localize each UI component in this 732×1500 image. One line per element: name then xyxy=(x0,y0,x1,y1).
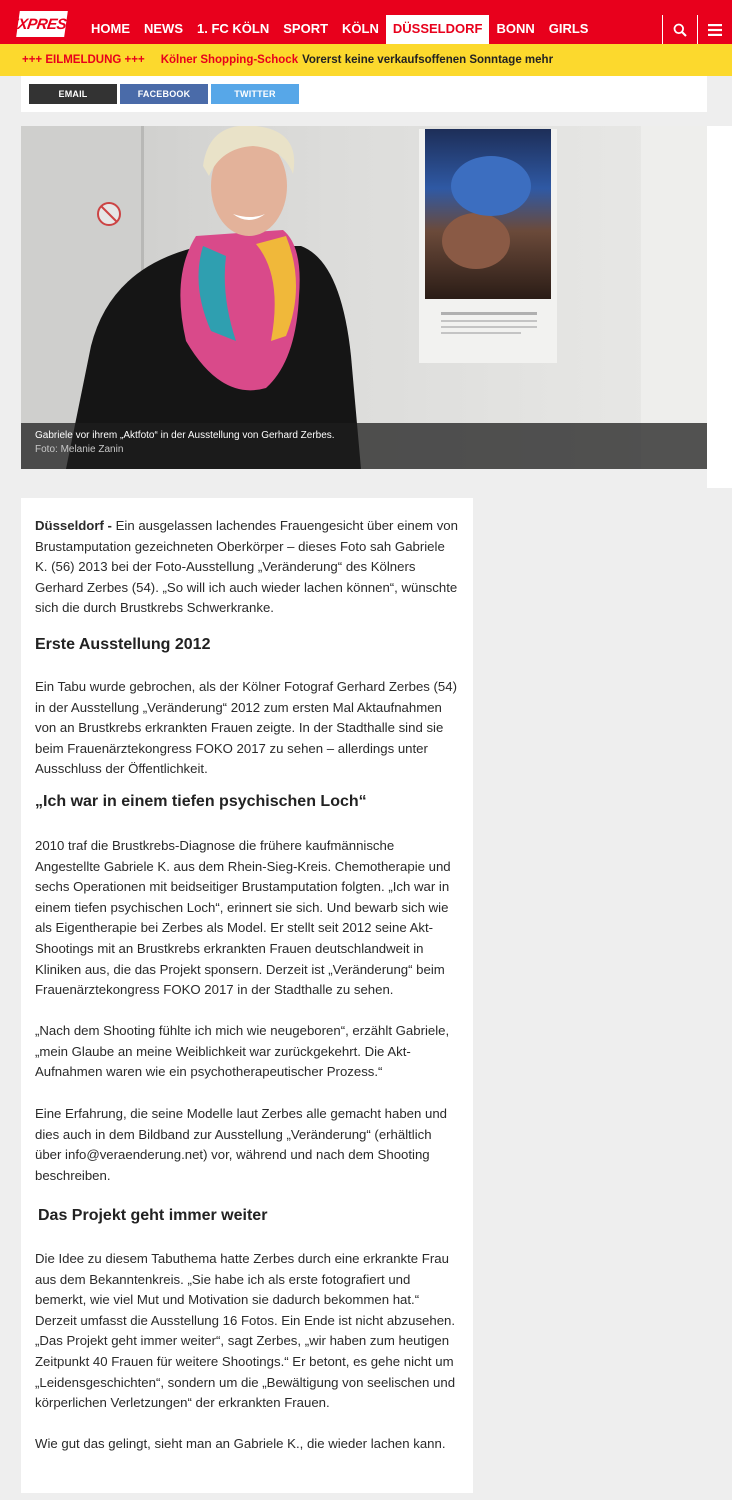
paragraph-5: Die Idee zu diesem Tabuthema hatte Zerbes durch eine erkrankte Frau aus dem Bekanntenkreis. „Sie habe ich als erste fotografiert und bemerkt, wie viel Mut und Motivation sie dadurch bekommen hat.“ Derzeit umfasst die Ausstellung 16 Fotos. Ein Ende ist nicht abzusehen. „Das Projekt geht immer weiter“, sagt Zerbes, „wir haben zum heutigen Zeitpunkt 40 Frauen für weitere Shootings.“ Er betont, es gehe nicht um „Leidensgeschichten“, sondern um die „Bewältigung von seelischen und körperlichen Verletzungen“ der erkrankten Frauen. xyxy=(35,1251,456,1411)
subheading-projekt: Das Projekt geht immer weiter xyxy=(38,1207,268,1224)
dateline: Düsseldorf - xyxy=(35,518,112,533)
menu-icon xyxy=(708,24,722,36)
subheading-erste-ausstellung: Erste Ausstellung 2012 xyxy=(35,636,211,653)
nav-item-sport[interactable]: SPORT xyxy=(283,21,329,36)
photo-caption xyxy=(21,423,707,469)
paragraph-4: Eine Erfahrung, die seine Modelle laut Zerbes alle gemacht haben und dies auch in dem Bildband zur Ausstellung „Veränderung“ (erhältlich über info@veraenderung.net) vor, während und nach dem Shooting beschreiben. xyxy=(35,1106,448,1183)
express-logo[interactable] xyxy=(7,11,77,37)
paragraph-1: Ein Tabu wurde gebrochen, als der Kölner Fotograf Gerhard Zerbes (54) in der Ausstellung „Veränderung“ 2012 zum ersten Mal Aktaufnahmen von an Brustkrebs erkrankten Frauen zeigte. In der Stadthalle sind sie beim Frauenärztekongress FOKO 2017 zu sehen – allerdings unter Ausschluss der Öffentlichkeit. xyxy=(35,679,457,777)
main-menu xyxy=(84,15,595,44)
paragraph-2: 2010 traf die Brustkrebs-Diagnose die frühere kaufmännische Angestellte Gabriele K. aus dem Rhein-Sieg-Kreis. Chemotherapie und sechs Operationen mit beidseitiger Brustamputation folgten. „Ich war in einem tiefen psychischen Loch“, erinnert sie sich. Und bewarb sich wie als Eigentherapie bei Zerbes als Model. Er stellt seit 2012 seine Akt-Shootings mit an Brustkrebs erkrankten Frauen deutschlandweit in Kliniken aus, die das Projekt sponsern. Derzeit ist „Veränderung“ beim Frauenärztekongress FOKO 2017 in der Stadthalle zu sehen. xyxy=(35,838,451,998)
photo-credit: Foto: Melanie Zanin xyxy=(35,444,124,455)
article-body xyxy=(21,498,473,1493)
photo-illustration xyxy=(21,126,707,469)
logo-text: EXPRESS xyxy=(7,15,77,33)
search-icon xyxy=(673,23,687,37)
search-button[interactable] xyxy=(662,15,697,44)
article-photo[interactable] xyxy=(21,126,707,469)
breaking-headline[interactable]: Vorerst keine verkaufsoffenen Sonntage mehr xyxy=(302,54,554,66)
paragraph-3: „Nach dem Shooting fühlte ich mich wie neugeboren“, erzählt Gabriele, „mein Glaube an meine Weiblichkeit war zurückgekehrt. Die Akt-Aufnahmen waren wie ein psychotherapeutischer Prozess.“ xyxy=(35,1023,450,1080)
nav-item-news[interactable]: NEWS xyxy=(144,21,183,36)
top-navigation xyxy=(0,0,732,44)
nav-icons xyxy=(662,15,732,44)
nav-item-duesseldorf[interactable]: DÜSSELDORF xyxy=(386,15,490,44)
subheading-psychisches-loch: „Ich war in einem tiefen psychischen Loch“ xyxy=(35,793,367,810)
nav-item-home[interactable]: HOME xyxy=(91,21,130,36)
nav-item-koeln[interactable]: KÖLN xyxy=(342,21,379,36)
share-twitter-button[interactable]: TWITTER xyxy=(211,84,299,104)
intro-paragraph xyxy=(35,516,459,620)
breaking-tag: +++ EILMELDUNG +++ xyxy=(22,54,145,66)
nav-item-1fc-koeln[interactable]: 1. FC KÖLN xyxy=(197,21,270,36)
share-bar xyxy=(21,76,707,112)
share-facebook-button[interactable]: FACEBOOK xyxy=(120,84,208,104)
right-rail xyxy=(707,126,732,488)
nav-item-bonn[interactable]: BONN xyxy=(496,21,535,36)
breaking-news-bar[interactable] xyxy=(0,44,732,76)
menu-button[interactable] xyxy=(697,15,732,44)
caption-text: Gabriele vor ihrem „Aktfoto“ in der Ausstellung von Gerhard Zerbes. xyxy=(35,430,335,441)
paragraph-6: Wie gut das gelingt, sieht man an Gabriele K., die wieder lachen kann. xyxy=(35,1436,446,1451)
breaking-kicker[interactable]: Kölner Shopping-Schock xyxy=(160,54,299,66)
intro-text: Ein ausgelassen lachendes Frauengesicht über einem von Brustamputation gezeichneten Oberkörper – dieses Foto sah Gabriele K. (56) 2013 bei der Foto-Ausstellung „Veränderung“ des Kölners Gerhard Zerbes (54). „So will ich auch wieder lachen können“, wünschte sich die durch Brustkrebs Schwerkranke. xyxy=(35,518,458,616)
share-email-button[interactable]: EMAIL xyxy=(29,84,117,104)
nav-item-girls[interactable]: GIRLS xyxy=(548,21,589,36)
